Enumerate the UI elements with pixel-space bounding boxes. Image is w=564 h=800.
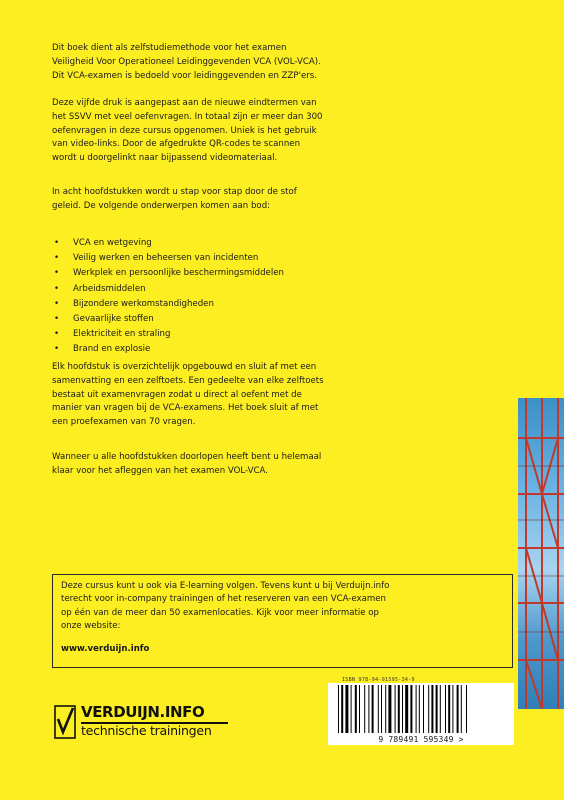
list-item: • Elektriciteit en straling — [52, 327, 284, 342]
list-item: • Bijzondere werkomstandigheden — [52, 297, 284, 312]
list-item: • Werkplek en persoonlijke beschermingsmiddelen — [52, 266, 284, 281]
intro-paragraph-2: Deze vijfde druk is aangepast aan de nieuwe eindtermen van het SSVV met veel oefenvragen. In totaal zijn er meer dan 300 oefenvragen in deze cursus opgenomen. Uniek is het gebruik van video-links. Door de afgedrukte QR-codes te scannen wordt u doorgelinkt naar bijpassend videomateriaal. — [52, 98, 323, 164]
intro-paragraph-1: Dit boek dient als zelfstudiemethode voor het examen Veiligheid Voor Operationeel Leidinggevenden VCA (VOL-VCA). Dit VCA-examen is bedoeld voor leidinggevenden en ZZP'ers. — [52, 43, 321, 81]
list-item: • Veilig werken en beheersen van incidenten — [52, 251, 284, 266]
isbn-label: ISBN 978-94-91595-34-9 — [342, 677, 415, 683]
logo-name: VERDUIJN.INFO — [81, 703, 205, 721]
list-item: • Arbeidsmiddelen — [52, 282, 284, 297]
topic-list — [52, 236, 284, 358]
list-item: • Brand en explosie — [52, 342, 284, 357]
body-paragraph-2: Wanneer u alle hoofdstukken doorlopen heeft bent u helemaal klaar voor het afleggen van het examen VOL-VCA. — [52, 452, 322, 476]
checkmark-logo-icon — [54, 705, 76, 739]
scaffold-photo — [518, 398, 564, 709]
barcode-bars — [328, 683, 514, 735]
info-box — [52, 574, 513, 668]
scaffold-illustration — [518, 398, 564, 709]
list-item: • VCA en wetgeving — [52, 236, 284, 251]
intro-paragraph-3: In acht hoofdstukken wordt u stap voor stap door de stof geleid. De volgende onderwerpen komen aan bod: — [52, 187, 297, 211]
barcode-digits: 9 789491 595349 > — [328, 735, 514, 745]
logo-tagline: technische trainingen — [81, 723, 212, 738]
body-paragraph-1: Elk hoofdstuk is overzichtelijk opgebouwd en sluit af met een samenvatting en een zelftoets. Een gedeelte van elke zelftoets bestaat uit examenvragen zodat u direct al oefent met de manier van vragen bij de VCA-examens. Het boek sluit af met een proefexamen van 70 vragen. — [52, 362, 324, 428]
info-text: Deze cursus kunt u ook via E-learning volgen. Tevens kunt u bij Verduijn.info terecht voor in-company trainingen of het reserveren van een VCA-examen op één van de meer dan 50 examenlocaties. Kijk voor meer informatie op onze website: — [61, 581, 390, 632]
website-link[interactable]: www.verduijn.info — [61, 643, 150, 654]
list-item: • Gevaarlijke stoffen — [52, 312, 284, 327]
